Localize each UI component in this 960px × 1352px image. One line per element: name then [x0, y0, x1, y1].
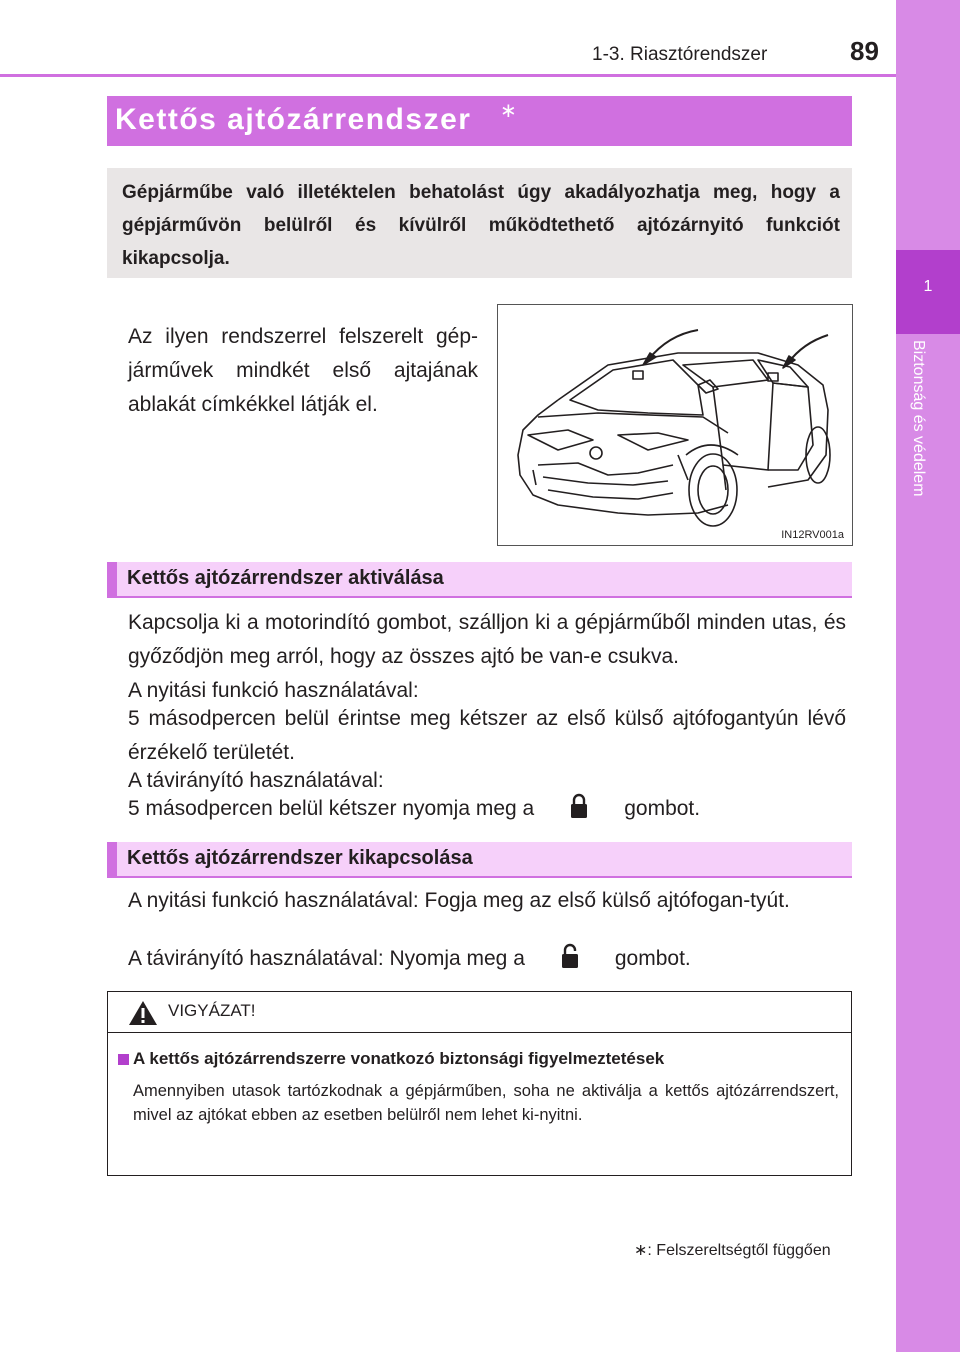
chapter-label: Biztonság és védelem [910, 340, 927, 497]
deactivation-line-2-text: A távirányító használatával: Nyomja meg a [128, 947, 525, 970]
activation-line-1: A nyitási funkció használatával: [128, 679, 419, 702]
section-title: 1-3. Riasztórendszer [592, 44, 768, 65]
footnote [634, 1240, 831, 1260]
page-number: 89 [850, 36, 879, 66]
body-paragraph: Az ilyen rendszerrel felszerelt gép-járművek mindkét első ajtajának ablakát címkékkel látják el. [128, 325, 478, 416]
caution-box [107, 991, 852, 1176]
caution-header [108, 992, 851, 1033]
car-illustration [497, 304, 853, 546]
deactivation-line-2-end: gombot. [614, 947, 691, 970]
heading-accent [107, 842, 117, 876]
intro-text: Gépjárműbe való illetéktelen behatolást úgy akadályozhatja meg, hogy a gépjárművön belülről és kívülről működtethető ajtózárnyitó funkciót kikapcsolja. [122, 182, 840, 269]
warning-triangle-icon [128, 1000, 158, 1026]
caution-subheading: A kettős ajtózárrendszerre vonatkozó biztonsági figyelmeztetések [133, 1049, 665, 1068]
activation-heading-bar [107, 562, 852, 598]
lock-icon [566, 793, 592, 819]
activation-heading: Kettős ajtózárrendszer aktiválása [127, 567, 444, 589]
figure-code: IN12RV001a [781, 529, 844, 541]
deactivation-line-1: A nyitási funkció használatával: Fogja meg az első külső ajtófogan-tyút. [128, 889, 790, 912]
caution-title: VIGYÁZAT! [168, 1001, 256, 1020]
chapter-side-tab [896, 0, 960, 1352]
header-divider [0, 74, 896, 77]
activation-line-3: A távirányító használatával: [128, 769, 384, 792]
footnote-text: : Felszereltségtől függően [647, 1242, 831, 1259]
chapter-label-container [905, 340, 925, 550]
activation-line-4 [128, 792, 846, 826]
deactivation-heading: Kettős ajtózárrendszer kikapcsolása [127, 847, 473, 869]
activation-line-4-text: 5 másodpercen belül kétszer nyomja meg a [128, 797, 535, 820]
bullet-square [118, 1054, 129, 1065]
unlock-icon [557, 943, 583, 969]
heading-accent [107, 562, 117, 596]
activation-line-4-end: gombot. [624, 797, 701, 820]
title-footnote-marker: ∗ [500, 100, 517, 122]
activation-line-2: 5 másodpercen belül érintse meg kétszer az első külső ajtófogantyún lévő érzékelő területét. [128, 707, 846, 764]
footnote-star: ∗ [634, 1242, 648, 1259]
page-title: Kettős ajtózárrendszer [115, 103, 472, 136]
suv-drawing [498, 305, 852, 545]
deactivation-heading-bar [107, 842, 852, 878]
activation-paragraph: Kapcsolja ki a motorindító gombot, szálljon ki a gépjárműből minden utas, és győződjön meg arról, hogy az összes ajtó be van-e csukva. [128, 611, 846, 668]
caution-text: Amennyiben utasok tartózkodnak a gépjárműben, soha ne aktiválja a kettős ajtózárrendszert, mivel az ajtókat ebben az esetben belülről nem lehet ki-nyitni. [133, 1082, 839, 1124]
chapter-number: 1 [923, 278, 933, 295]
deactivation-line-2 [128, 942, 846, 976]
